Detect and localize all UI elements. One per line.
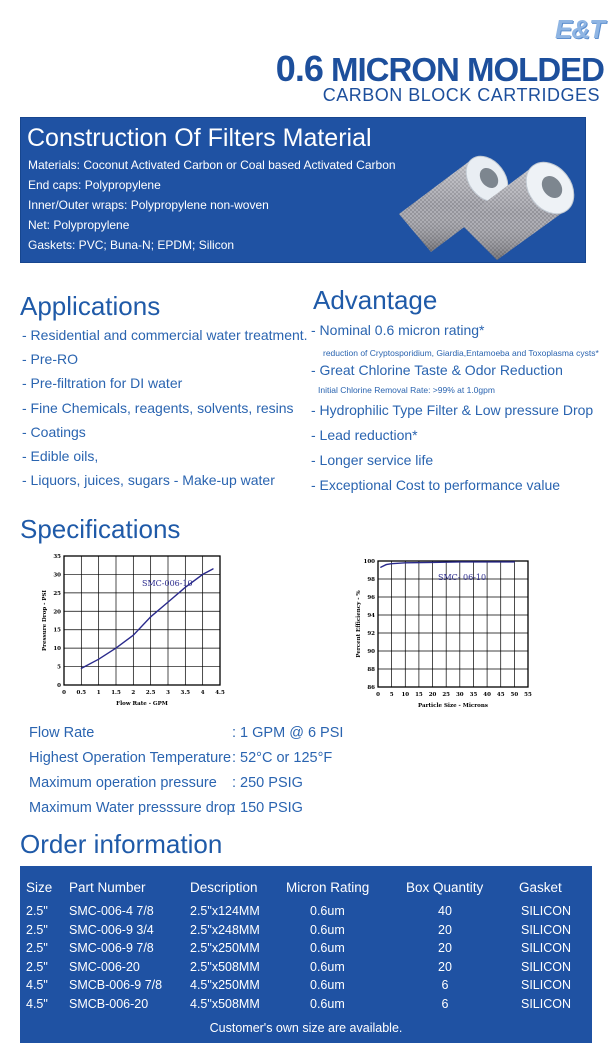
application-item: - Fine Chemicals, reagents, solvents, resins bbox=[22, 400, 294, 416]
advantage-item: - Nominal 0.6 micron rating* bbox=[311, 322, 485, 338]
order-cell: SILICON bbox=[521, 959, 572, 974]
series-label: SMC- 06-10 bbox=[438, 573, 487, 582]
spec-label-pressure: Maximum operation pressure bbox=[29, 775, 217, 791]
order-cell: 0.6um bbox=[310, 941, 345, 956]
spec-label-temperature: Highest Operation Temperature bbox=[29, 750, 232, 766]
x-tick-label: 5 bbox=[389, 692, 394, 698]
wraps-line: Inner/Outer wraps: Polypropylene non-woven bbox=[28, 198, 269, 212]
data-point bbox=[202, 574, 203, 575]
x-tick-label: 4 bbox=[200, 690, 205, 696]
y-tick-label: 88 bbox=[367, 667, 375, 673]
order-cell: 4.5" bbox=[26, 997, 48, 1011]
column-header-box-quantity: Box Quantity bbox=[406, 880, 484, 895]
brand-logo: E&T bbox=[555, 14, 604, 44]
data-point bbox=[386, 564, 387, 565]
data-point bbox=[380, 567, 381, 568]
order-cell: 0.6um bbox=[310, 959, 345, 974]
spec-value-pressure: : 250 PSIG bbox=[232, 775, 303, 791]
advantage-item: - Longer service life bbox=[311, 452, 434, 468]
data-point bbox=[432, 562, 433, 563]
advantage-item: - Great Chlorine Taste & Odor Reduction bbox=[311, 362, 563, 378]
order-cell: SMC-006-20 bbox=[69, 959, 140, 974]
data-point bbox=[514, 561, 515, 562]
x-tick-label: 45 bbox=[496, 692, 505, 698]
x-tick-label: 50 bbox=[510, 692, 519, 698]
advantage-heading: Advantage bbox=[313, 285, 438, 315]
data-point bbox=[212, 568, 213, 569]
spec-label-pressure-drop: Maximum Water presssure drop bbox=[29, 800, 235, 816]
order-cell: SILICON bbox=[521, 941, 572, 956]
x-tick-label: 4.5 bbox=[215, 690, 225, 696]
cartridge-image bbox=[399, 152, 579, 260]
title-rest: MICRON MOLDED bbox=[322, 51, 604, 88]
application-item: - Pre-filtration for DI water bbox=[22, 375, 183, 391]
order-cell: 2.5"x248MM bbox=[190, 922, 260, 937]
y-tick-label: 5 bbox=[57, 664, 61, 671]
order-cell: 2.5" bbox=[26, 922, 48, 937]
efficiency-chart bbox=[352, 555, 534, 710]
y-tick-label: 92 bbox=[367, 631, 375, 637]
application-item: - Liquors, juices, sugars - Make-up water bbox=[22, 472, 275, 488]
y-tick-label: 20 bbox=[53, 609, 61, 616]
construction-heading: Construction Of Filters Material bbox=[27, 124, 372, 152]
y-tick-label: 94 bbox=[367, 613, 375, 619]
column-header-gasket: Gasket bbox=[519, 880, 562, 895]
spec-label-flow-rate: Flow Rate bbox=[29, 725, 95, 741]
y-tick-label: 86 bbox=[367, 685, 375, 691]
data-point bbox=[391, 563, 392, 564]
order-table bbox=[20, 866, 592, 1043]
y-tick-label: 98 bbox=[367, 577, 375, 583]
y-tick-label: 25 bbox=[53, 590, 61, 597]
column-header-micron-rating: Micron Rating bbox=[286, 880, 370, 895]
x-tick-label: 1.5 bbox=[111, 690, 121, 696]
order-cell: 2.5" bbox=[26, 904, 48, 918]
spec-value-temperature: : 52°C or 125°F bbox=[232, 750, 333, 766]
y-tick-label: 30 bbox=[53, 572, 61, 579]
material-line: Materials: Coconut Activated Carbon or Coal based Activated Carbon bbox=[28, 158, 396, 172]
y-tick-label: 0 bbox=[57, 683, 61, 689]
spec-value-pressure-drop: : 150 PSIG bbox=[232, 800, 303, 816]
advantage-note: Initial Chlorine Removal Rate: >99% at 1.0gpm bbox=[318, 385, 495, 395]
order-cell: SMC-006-9 3/4 bbox=[69, 922, 154, 937]
order-cell: 2.5" bbox=[26, 959, 48, 974]
applications-heading: Applications bbox=[20, 291, 161, 321]
end-caps-line: End caps: Polypropylene bbox=[28, 178, 161, 192]
order-cell: SMCB-006-9 7/8 bbox=[69, 978, 163, 993]
order-cell: 2.5" bbox=[26, 941, 48, 956]
series-label: SMC-006-10 bbox=[142, 579, 193, 588]
advantage-item: - Lead reduction* bbox=[311, 427, 418, 443]
specifications-heading: Specifications bbox=[20, 514, 181, 544]
advantage-item: - Exceptional Cost to performance value bbox=[311, 477, 561, 493]
x-tick-label: 10 bbox=[401, 692, 410, 698]
pressure-drop-chart bbox=[38, 550, 238, 712]
order-cell: 2.5"x250MM bbox=[190, 941, 260, 956]
y-axis-label: Pressure Drop - PSI bbox=[42, 589, 48, 652]
order-cell: SILICON bbox=[521, 904, 572, 918]
column-header-size: Size bbox=[26, 880, 53, 895]
order-cell: SMCB-006-20 bbox=[69, 997, 149, 1011]
x-axis-label: Particle Size - Microns bbox=[418, 703, 488, 709]
order-cell: 6 bbox=[441, 997, 449, 1011]
x-axis-label: Flow Rate - GPM bbox=[116, 701, 168, 707]
order-cell: 40 bbox=[438, 904, 452, 918]
column-header-part-number: Part Number bbox=[69, 880, 146, 895]
order-cell: SILICON bbox=[521, 997, 572, 1011]
y-tick-label: 15 bbox=[53, 627, 61, 634]
order-cell: 0.6um bbox=[310, 978, 345, 993]
order-cell: SMC-006-9 7/8 bbox=[69, 941, 154, 956]
spec-value-flow-rate: : 1 GPM @ 6 PSI bbox=[232, 725, 344, 741]
application-item: - Residential and commercial water treatment. bbox=[22, 327, 308, 343]
order-cell: 6 bbox=[441, 978, 449, 993]
data-point bbox=[133, 635, 134, 636]
x-tick-label: 55 bbox=[524, 692, 532, 698]
x-tick-label: 0 bbox=[62, 690, 66, 696]
application-item: - Pre-RO bbox=[22, 351, 78, 367]
order-cell: SMC-006-4 7/8 bbox=[69, 904, 154, 918]
data-point bbox=[98, 659, 99, 660]
x-tick-label: 1 bbox=[96, 690, 101, 696]
application-item: - Coatings bbox=[22, 424, 86, 440]
page-title bbox=[276, 48, 604, 90]
order-cell: 0.6um bbox=[310, 997, 345, 1011]
y-tick-label: 35 bbox=[53, 554, 61, 560]
x-tick-label: 20 bbox=[428, 692, 437, 698]
column-header-description: Description bbox=[190, 880, 258, 895]
order-cell: SILICON bbox=[521, 922, 572, 937]
y-axis-label: Percent Efficiency - % bbox=[356, 590, 362, 658]
order-cell: 4.5"x250MM bbox=[190, 978, 260, 993]
order-cell: 4.5"x508MM bbox=[190, 997, 260, 1011]
order-cell: 2.5"x508MM bbox=[190, 959, 260, 974]
title-number: 0.6 bbox=[275, 48, 323, 89]
data-point bbox=[405, 562, 406, 563]
advantage-item: - Hydrophilic Type Filter & Low pressure Drop bbox=[311, 402, 594, 418]
x-tick-label: 30 bbox=[455, 692, 464, 698]
x-tick-label: 2.5 bbox=[145, 690, 156, 696]
gaskets-line: Gaskets: PVC; Buna-N; EPDM; Silicon bbox=[28, 238, 235, 252]
data-point bbox=[81, 668, 82, 669]
x-tick-label: 15 bbox=[415, 692, 423, 698]
data-point bbox=[115, 648, 116, 649]
x-tick-label: 3.5 bbox=[180, 690, 191, 696]
order-cell: 2.5"x124MM bbox=[190, 904, 260, 918]
order-cell: 0.6um bbox=[310, 922, 345, 937]
net-line: Net: Polypropylene bbox=[28, 218, 130, 232]
x-tick-label: 3 bbox=[166, 690, 170, 696]
data-point bbox=[167, 601, 168, 602]
x-tick-label: 0.5 bbox=[76, 690, 87, 696]
x-tick-label: 40 bbox=[483, 692, 491, 698]
order-note: Customer's own size are available. bbox=[209, 1021, 403, 1035]
order-heading: Order information bbox=[20, 829, 223, 859]
y-tick-label: 96 bbox=[367, 595, 375, 601]
y-tick-label: 10 bbox=[53, 646, 61, 653]
order-cell: 20 bbox=[438, 959, 452, 974]
data-point bbox=[486, 561, 487, 562]
advantage-note: reduction of Cryptosporidium, Giardia,Entamoeba and Toxoplasma cysts* bbox=[323, 348, 599, 358]
page-subtitle: CARBON BLOCK CARTRIDGES bbox=[322, 85, 600, 105]
construction-panel bbox=[20, 117, 586, 263]
application-item: - Edible oils, bbox=[22, 448, 99, 464]
order-cell: 0.6um bbox=[310, 904, 345, 918]
x-tick-label: 25 bbox=[442, 692, 451, 698]
x-tick-label: 2 bbox=[131, 690, 136, 696]
x-tick-label: 35 bbox=[469, 692, 478, 698]
x-tick-label: 0 bbox=[376, 692, 380, 698]
order-cell: SILICON bbox=[521, 978, 572, 993]
y-tick-label: 100 bbox=[363, 559, 375, 565]
order-cell: 20 bbox=[438, 922, 452, 937]
order-cell: 4.5" bbox=[26, 978, 48, 993]
data-point bbox=[459, 561, 460, 562]
y-tick-label: 90 bbox=[367, 649, 375, 655]
order-cell: 20 bbox=[438, 941, 452, 956]
data-point bbox=[150, 616, 151, 617]
